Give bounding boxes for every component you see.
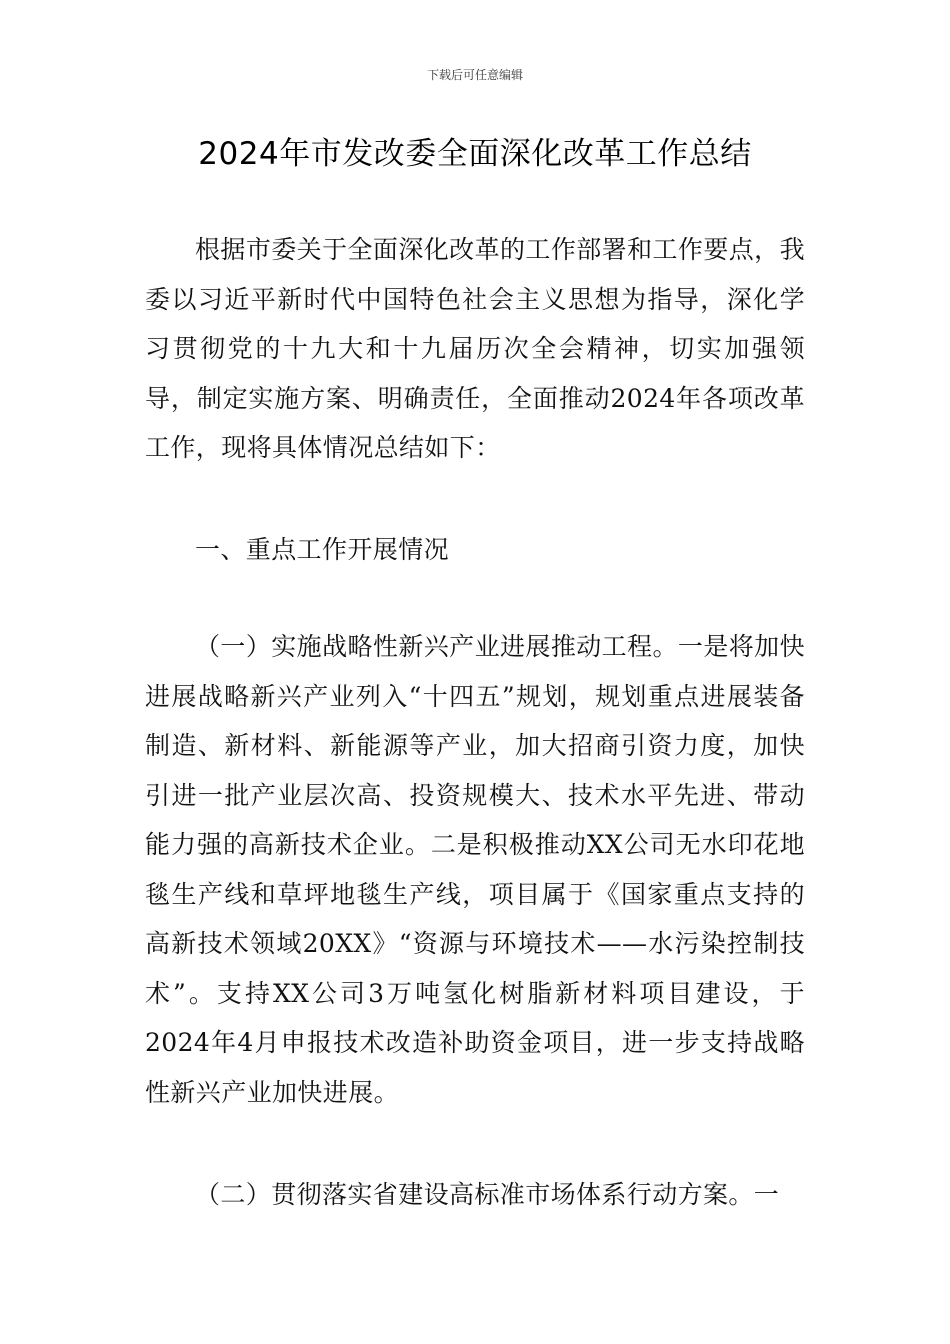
header-note: 下载后可任意编辑 <box>426 68 523 82</box>
subsection-paragraph-2: （二）贯彻落实省建设高标准市场体系行动方案。一 <box>195 1180 780 1209</box>
intro-paragraph: 根据市委关于全面深化改革的工作部署和工作要点，我委以习近平新时代中国特色社会主义思想为指导，深化学习贯彻党的十九大和十九届历次全会精神，切实加强领导，制定实施方案、明确责任，全面推动2024年各项改革工作，现将具体情况总结如下： <box>145 235 805 462</box>
document-title: 2024年市发改委全面深化改革工作总结 <box>198 136 752 172</box>
subsection-paragraph-1: （一）实施战略性新兴产业进展推动工程。一是将加快进展战略新兴产业列入“十四五”规划，规划重点进展装备制造、新材料、新能源等产业，加大招商引资力度，加快引进一批产业层次高、投资规模大、技术水平先进、带动能力强的高新技术企业。二是积极推动XX公司无水印花地毯生产线和草坪地毯生产线，项目属于《国家重点支持的高新技术领域20XX》“资源与环境技术——水污染控制技术”。支持XX公司3万吨氢化树脂新材料项目建设，于2024年4月申报技术改造补助资金项目，进一步支持战略性新兴产业加快进展。 <box>145 632 805 1107</box>
section-heading: 一、重点工作开展情况 <box>195 535 450 564</box>
